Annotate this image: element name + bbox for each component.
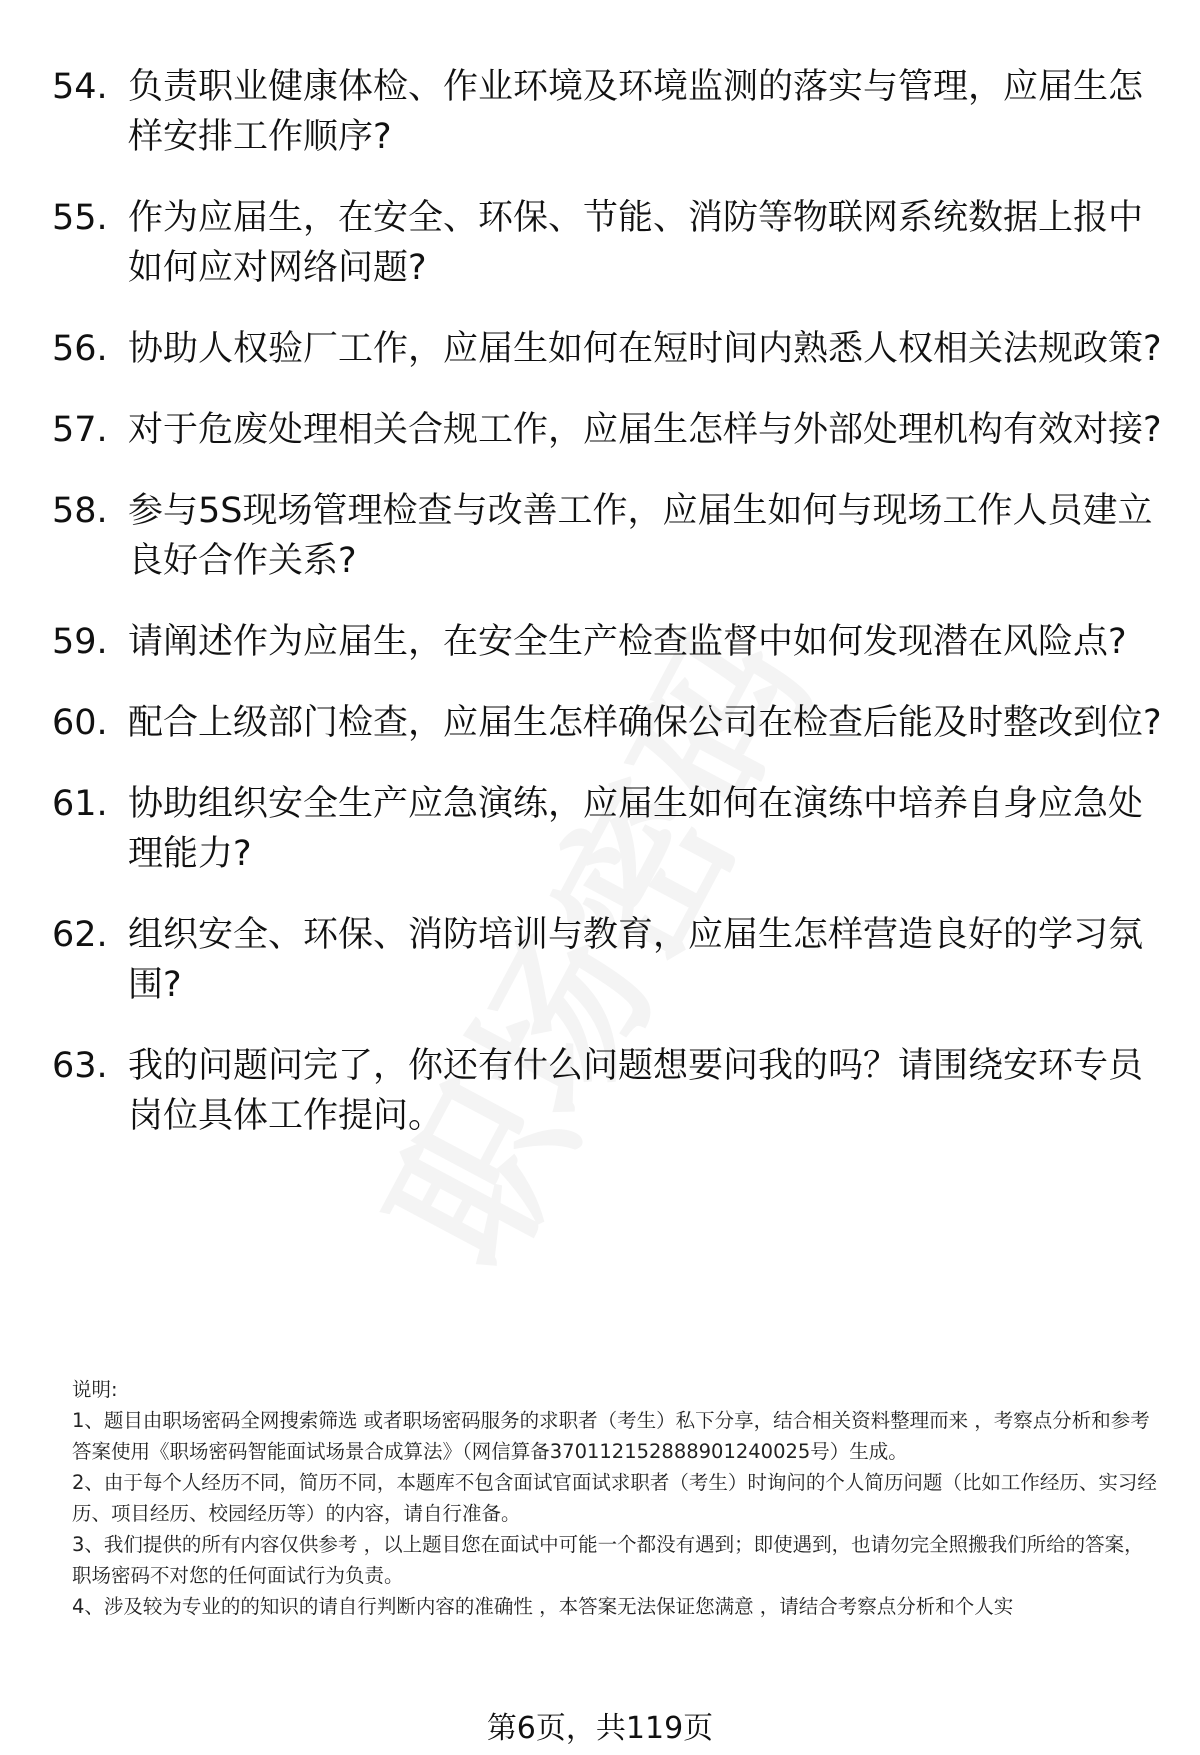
question-item bbox=[52, 910, 1162, 1010]
question-item bbox=[52, 779, 1162, 879]
question-text: 组织安全、环保、消防培训与教育，应届生怎样营造良好的学习氛围? bbox=[128, 915, 1144, 1005]
question-item bbox=[52, 324, 1162, 374]
question-text: 配合上级部门检查，应届生怎样确保公司在检查后能及时整改到位? bbox=[128, 703, 1162, 743]
question-text: 我的问题问完了，你还有什么问题想要问我的吗？请围绕安环专员岗位具体工作提问。 bbox=[128, 1046, 1144, 1136]
question-item bbox=[52, 193, 1162, 293]
question-number: 59. bbox=[52, 622, 108, 662]
question-item bbox=[52, 698, 1162, 748]
question-number: 60. bbox=[52, 703, 108, 743]
question-item bbox=[52, 62, 1162, 162]
question-item bbox=[52, 1041, 1162, 1141]
page-number: 第6页，共119页 bbox=[486, 1711, 714, 1746]
notes-section bbox=[72, 1374, 1157, 1622]
question-number: 62. bbox=[52, 915, 108, 955]
question-number: 54. bbox=[52, 67, 108, 107]
note-item: 3、我们提供的所有内容仅供参考 ，以上题目您在面试中可能一个都没有遇到；即使遇到，也请勿完全照搬我们所给的答案，职场密码不对您的任何面试行为负责。 bbox=[72, 1533, 1144, 1587]
question-item bbox=[52, 617, 1162, 667]
note-item: 1、题目由职场密码全网搜索筛选 或者职场密码服务的求职者（考生）私下分享，结合相关资料整理而来 ，考察点分析和参考答案使用《职场密码智能面试场景合成算法》（网信算备370112152888901240025号）生成。 bbox=[72, 1409, 1150, 1463]
question-number: 55. bbox=[52, 198, 108, 238]
question-text: 对于危废处理相关合规工作，应届生怎样与外部处理机构有效对接? bbox=[128, 410, 1162, 450]
question-list bbox=[52, 62, 1162, 1172]
question-text: 作为应届生，在安全、环保、节能、消防等物联网系统数据上报中如何应对网络问题? bbox=[128, 198, 1144, 288]
question-text: 负责职业健康体检、作业环境及环境监测的落实与管理，应届生怎样安排工作顺序? bbox=[128, 67, 1144, 157]
question-number: 63. bbox=[52, 1046, 108, 1086]
notes-title: 说明: bbox=[72, 1378, 118, 1401]
question-number: 61. bbox=[52, 784, 108, 824]
question-number: 57. bbox=[52, 410, 108, 450]
question-number: 56. bbox=[52, 329, 108, 369]
question-number: 58. bbox=[52, 491, 108, 531]
question-text: 请阐述作为应届生，在安全生产检查监督中如何发现潜在风险点? bbox=[128, 622, 1127, 662]
question-item bbox=[52, 405, 1162, 455]
question-text: 协助人权验厂工作，应届生如何在短时间内熟悉人权相关法规政策? bbox=[128, 329, 1162, 369]
question-text: 参与5S现场管理检查与改善工作，应届生如何与现场工作人员建立良好合作关系? bbox=[128, 491, 1153, 581]
note-item: 4、涉及较为专业的的知识的请自行判断内容的准确性 ，本答案无法保证您满意 ，请结合考察点分析和个人实 bbox=[72, 1595, 1014, 1618]
question-text: 协助组织安全生产应急演练，应届生如何在演练中培养自身应急处理能力? bbox=[128, 784, 1144, 874]
question-item bbox=[52, 486, 1162, 586]
note-item: 2、由于每个人经历不同，简历不同，本题库不包含面试官面试求职者（考生）时询问的个人简历问题（比如工作经历、实习经历、项目经历、校园经历等）的内容，请自行准备。 bbox=[72, 1471, 1157, 1525]
